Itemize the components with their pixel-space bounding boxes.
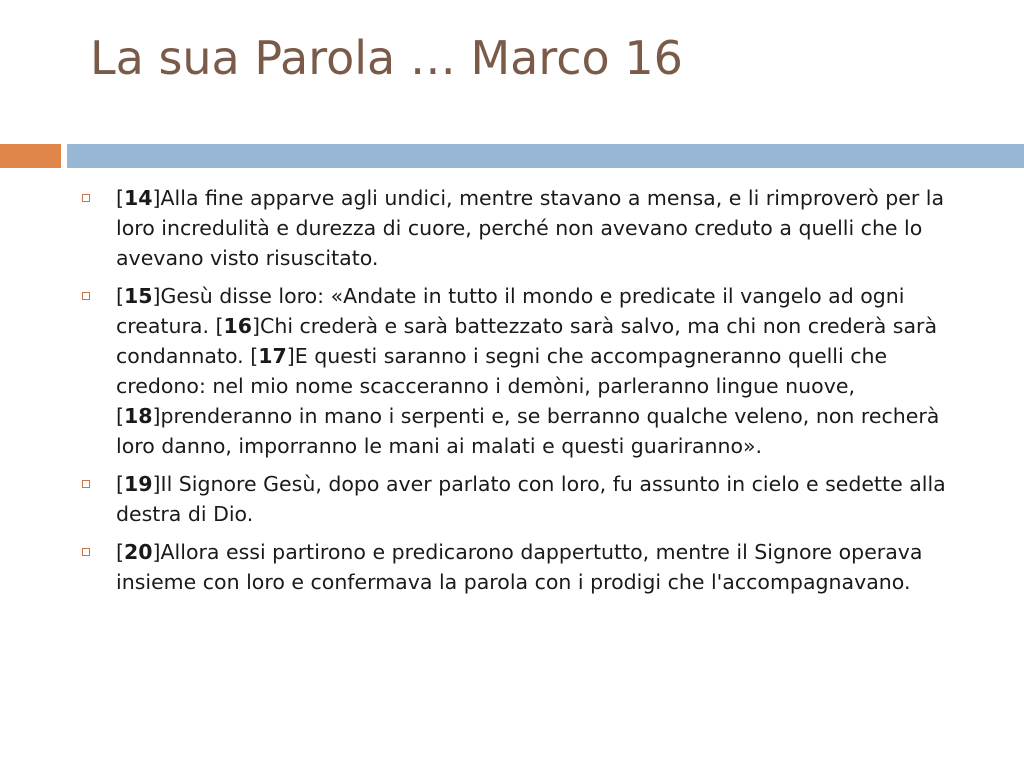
verse-text: E questi saranno i segni che accompagneranno quelli che credono: nel mio nome scacceranno i demòni, parleranno lingue nuove, xyxy=(116,344,888,398)
accent-bar-orange xyxy=(0,144,61,168)
verse-text: Alla fine apparve agli undici, mentre stavano a mensa, e li rimproverò per la loro incredulità e durezza di cuore, perché non avevano creduto a quelli che lo avevano visto risuscitato. xyxy=(116,186,945,270)
verse-text: Allora essi partirono e predicarono dappertutto, mentre il Signore operava insieme con loro e confermava la parola con i prodigi che l'accompagnavano. xyxy=(116,540,923,594)
verse-text: prenderanno in mano i serpenti e, se berranno qualche veleno, non recherà loro danno, imporranno le mani ai malati e questi guariranno». xyxy=(116,404,940,458)
square-bullet-icon xyxy=(82,480,90,488)
verse-number: 19 xyxy=(124,472,153,496)
verse-number: 18 xyxy=(124,404,153,428)
bullet-item: [14]Alla fine apparve agli undici, mentre stavano a mensa, e li rimproverò per la loro incredulità e durezza di cuore, perché non avevano creduto a quelli che lo avevano visto risuscitato. xyxy=(80,183,980,273)
square-bullet-icon xyxy=(82,194,90,202)
square-bullet-icon xyxy=(82,292,90,300)
verse-number: 17 xyxy=(258,344,287,368)
slide-title: La sua Parola … Marco 16 xyxy=(90,31,683,85)
verse-text: Chi crederà e sarà battezzato sarà salvo, ma chi non crederà sarà condannato. xyxy=(116,314,938,368)
bullet-item: [19]Il Signore Gesù, dopo aver parlato con loro, fu assunto in cielo e sedette alla destra di Dio. xyxy=(80,469,980,529)
bullet-item: [20]Allora essi partirono e predicarono dappertutto, mentre il Signore operava insieme con loro e confermava la parola con i prodigi che l'accompagnavano. xyxy=(80,537,980,597)
bullet-list xyxy=(80,183,980,605)
verse-number: 16 xyxy=(223,314,253,338)
verse-text: Gesù disse loro: «Andate in tutto il mondo e predicate il vangelo ad ogni creatura. xyxy=(116,284,905,338)
verse-number: 14 xyxy=(124,186,153,210)
verse-text: Il Signore Gesù, dopo aver parlato con loro, fu assunto in cielo e sedette alla destra di Dio. xyxy=(116,472,946,526)
verse-number: 20 xyxy=(124,540,153,564)
bullet-item: [15]Gesù disse loro: «Andate in tutto il mondo e predicate il vangelo ad ogni creatura. [16]Chi crederà e sarà battezzato sarà salvo, ma chi non crederà sarà condannato. [17]E questi saranno i segni che accompagneranno quelli che credono: nel mio nome scacceranno i demòni, parleranno lingue nuove, [18]prenderanno in mano i serpenti e, se berranno qualche veleno, non recherà loro danno, imporranno le mani ai malati e questi guariranno». xyxy=(80,281,980,461)
verse-number: 15 xyxy=(124,284,153,308)
square-bullet-icon xyxy=(82,548,90,556)
accent-bar-blue xyxy=(67,144,1024,168)
